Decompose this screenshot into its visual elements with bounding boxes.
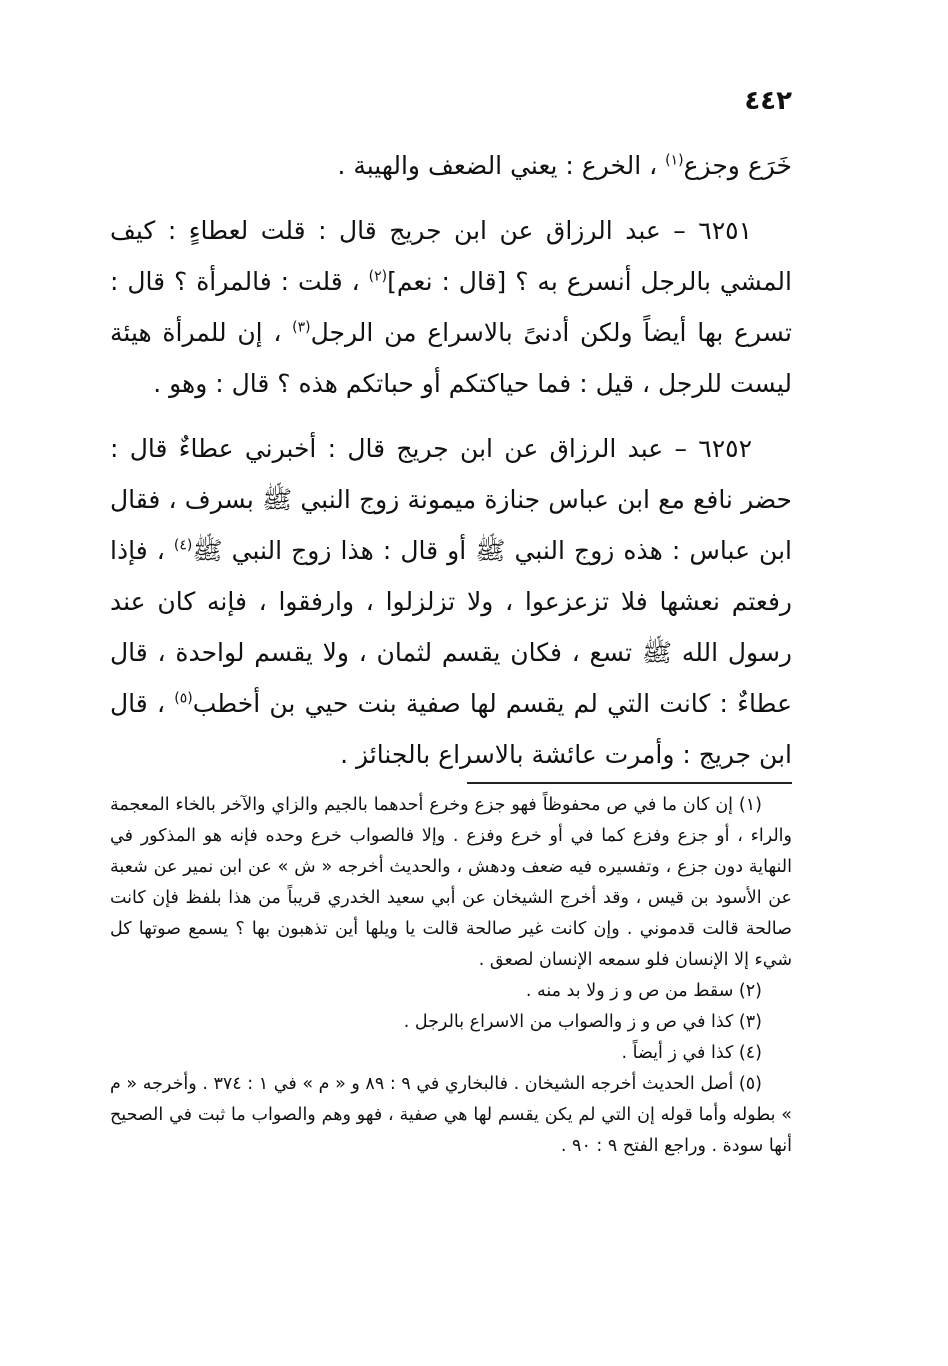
- continuation-text-start: خَرَع وجزع: [683, 151, 792, 180]
- hadith-6251-text-3: ، إن للمرأة هيئة ليست للرجل ، قيل : فما حياكتكم أو حباتكم هذه ؟ قال : وهو .: [110, 318, 792, 398]
- hadith-6252-text-2: ، فإذا رفعتم نعشها فلا تزعزعوا ، ولا تزلزلوا ، وارفقوا ، فإنه كان عند رسول الله ﷺ تسع ، فكان يقسم لثمان ، ولا يقسم لواحدة ، قال عطاءٌ : كانت التي لم يقسم لها صفية بنت حيي بن أخطب: [110, 536, 792, 718]
- hadith-6252: [110, 423, 792, 780]
- hadith-6251-text-1: ٦٢٥١ – عبد الرزاق عن ابن جريج قال : قلت لعطاءٍ : كيف المشي بالرجل أنسرع به ؟ [قال : نعم]: [110, 216, 792, 296]
- footnote-3: (٣) كذا في ص و ز والصواب من الاسراع بالرجل .: [403, 1012, 762, 1032]
- footnotes-section: [110, 790, 792, 1162]
- footnote-1: (١) إن كان ما في ص محفوظاً فهو جزع وخرع أحدهما بالجيم والزاي والآخر بالخاء المعجمة والراء ، أو جزع وفزع كما في أو خرع وفزع . وإلا فالصواب خرع وحده فإنه هو المذكور في النهاية دون جزع ، وتفسيره فيه ضعف ودهش ، والحديث أخرجه « ش » عن ابن نمير عن شعبة عن الأسود بن قيس ، وقد أخرج الشيخان عن أبي سعيد الخدري قريباً من هذا بلفظ فإن كانت صالحة قالت قدموني . وإن كانت غير صالحة قالت يا ويلها أين تذهبون بها ؟ يسمع صوتها كل شيء إلا الإنسان فلو سمعه الإنسان لصعق .: [110, 795, 792, 970]
- hadith-6251-text-2: ، قلت : فالمرأة ؟ قال : تسرع بها أيضاً ولكن أدنىً بالاسراع من الرجل: [110, 267, 792, 347]
- continuation-line: [110, 140, 792, 191]
- footnote-ref-3[interactable]: (٣): [292, 319, 311, 336]
- continuation-text-end: ، الخرع : يعني الضعف والهيبة .: [337, 151, 666, 180]
- main-text: [110, 140, 792, 794]
- footnote-5: (٥) أصل الحديث أخرجه الشيخان . فالبخاري في ٩ : ٨٩ و « م » في ١ : ٣٧٤ . وأخرجه « م » بطوله وأما قوله إن التي لم يكن يقسم لها هي صفية ، فهو وهم والصواب ما ثبت في الصحيح أنها سودة . وراجع الفتح ٩ : ٩٠ .: [110, 1074, 792, 1156]
- footnote-ref-4[interactable]: (٤): [173, 537, 193, 554]
- hadith-6252-text-3: ، قال ابن جريج : وأمرت عائشة بالاسراع بالجنائز .: [110, 689, 792, 769]
- footnote-divider: [467, 782, 792, 784]
- footnote-ref-2[interactable]: (٢): [368, 268, 388, 285]
- footnote-2: (٢) سقط من ص و ز ولا بد منه .: [525, 981, 762, 1001]
- footnote-ref-5[interactable]: (٥): [174, 690, 193, 707]
- page-number: ٤٤٢: [744, 86, 792, 116]
- hadith-6251: [110, 205, 792, 409]
- footnote-ref-1[interactable]: (١): [665, 152, 684, 169]
- hadith-6252-text-1: ٦٢٥٢ – عبد الرزاق عن ابن جريج قال : أخبرني عطاءٌ قال : حضر نافع مع ابن عباس جنازة ميمونة زوج النبي ﷺ بسرف ، فقال ابن عباس : هذه زوج النبي ﷺ أو قال : هذا زوج النبي ﷺ: [110, 434, 792, 565]
- footnote-4: (٤) كذا في ز أيضاً .: [621, 1043, 762, 1063]
